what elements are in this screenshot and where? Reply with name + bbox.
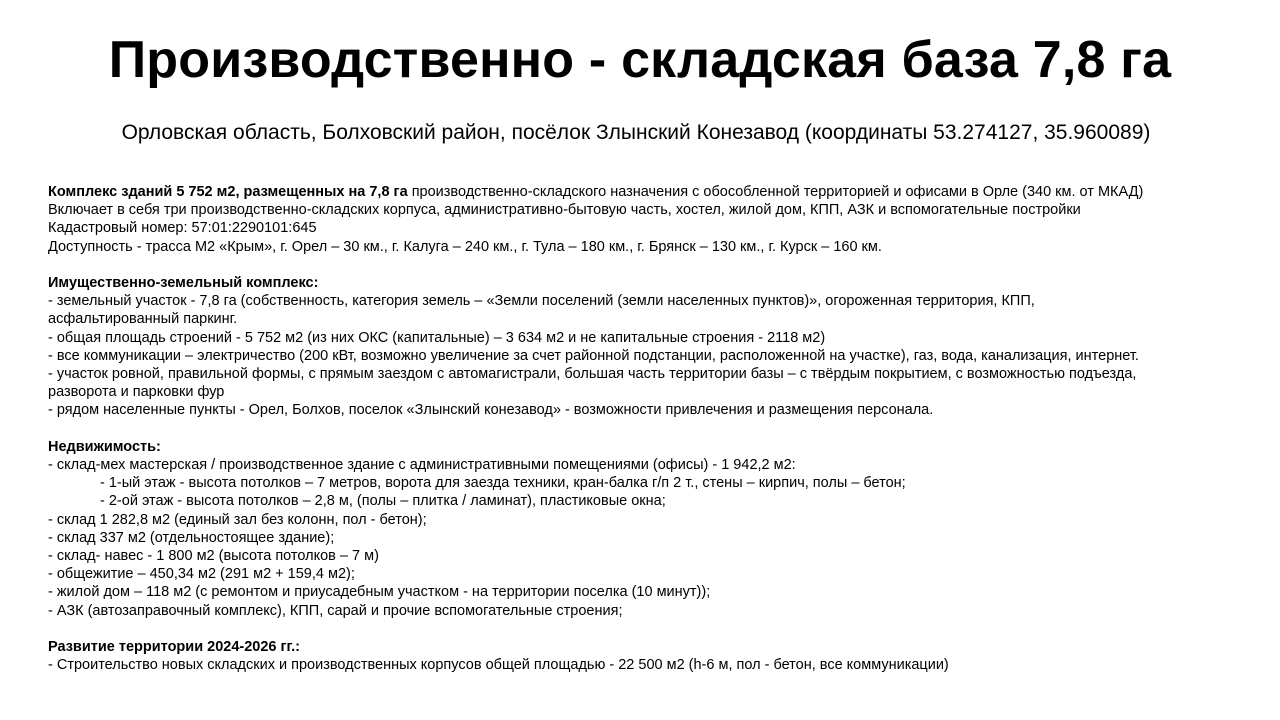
realty-subline: - 1-ый этаж - высота потолков – 7 метров, ворота для заезда техники, кран-балка г/п 2 т., стены – кирпич, полы – бетон;	[100, 475, 906, 492]
land-line: - все коммуникации – электричество (200 кВт, возможно увеличение за счет районной подстанции, расположенной на участке), газ, вода, канализация, интернет.	[48, 347, 1139, 364]
intro-line	[48, 183, 1268, 201]
intro-includes: Включает в себя три производственно-складских корпуса, административно-бытовую часть, хостел, жилой дом, КПП, АЗК и вспомогательные постройки	[48, 202, 1081, 219]
realty-subline: - 2-ой этаж - высота потолков – 2,8 м, (полы – плитка / ламинат), пластиковые окна;	[100, 493, 666, 510]
land-line: разворота и парковки фур	[48, 384, 225, 401]
location-subtitle: Орловская область, Болховский район, посёлок Злынский Конезавод (координаты 53.274127, 35.960089)	[121, 121, 1151, 144]
realty-line: - склад- навес - 1 800 м2 (высота потолков – 7 м)	[48, 548, 379, 565]
spacer	[48, 620, 1268, 638]
section-heading-realty: Недвижимость:	[48, 438, 161, 455]
section-heading-land: Имущественно-земельный комплекс:	[48, 275, 319, 291]
spacer	[48, 256, 1268, 274]
intro-cadastral: Кадастровый номер: 57:01:2290101:645	[48, 220, 317, 237]
land-line: - общая площадь строений - 5 752 м2 (из них ОКС (капитальные) – 3 634 м2 и не капитальные строения - 2118 м2)	[48, 329, 826, 346]
realty-line: - склад-мех мастерская / производственное здание с административными помещениями (офисы) - 1 942,2 м2:	[48, 457, 796, 474]
realty-line: - общежитие – 450,34 м2 (291 м2 + 159,4 м2);	[48, 566, 355, 583]
land-line: - участок ровной, правильной формы, с прямым заездом с автомагистрали, большая часть территории базы – с твёрдым покрытием, с возможностью подъезда,	[48, 366, 1137, 383]
intro-rest-text: производственно-складского назначения с обособленной территорией и офисами в Орле (340 км. от МКАД)	[407, 184, 1144, 200]
land-line: асфальтированный паркинг.	[48, 311, 238, 328]
development-line: - Строительство новых складских и производственных корпусов общей площадью - 22 500 м2 (h-6 м, пол - бетон, все коммуникации)	[48, 657, 949, 674]
intro-access: Доступность - трасса М2 «Крым», г. Орел – 30 км., г. Калуга – 240 км., г. Тула – 180 км., г. Брянск – 130 км., г. Курск – 160 км.	[48, 238, 882, 255]
realty-line: - склад 1 282,8 м2 (единый зал без колонн, пол - бетон);	[48, 511, 427, 528]
land-line: - рядом населенные пункты - Орел, Болхов, поселок «Злынский конезавод» - возможности привлечения и размещения персонала.	[48, 402, 934, 419]
realty-line: - жилой дом – 118 м2 (с ремонтом и приусадебным участком - на территории поселка (10 минут));	[48, 584, 711, 601]
page-title: Производственно - складская база 7,8 га	[108, 31, 1172, 89]
land-line: - земельный участок - 7,8 га (собственность, категория земель – «Земли поселений (земли населенных пунктов)», огороженная территория, КПП,	[48, 293, 1035, 310]
spacer	[48, 420, 1268, 438]
section-heading-development: Развитие территории 2024-2026 гг.:	[48, 639, 300, 656]
realty-line: - АЗК (автозаправочный комплекс), КПП, сарай и прочие вспомогательные строения;	[48, 602, 623, 619]
description-body	[48, 183, 1268, 674]
realty-line: - склад 337 м2 (отдельностоящее здание);	[48, 529, 335, 546]
intro-bold-text: Комплекс зданий 5 752 м2, размещенных на 7,8 га	[48, 184, 408, 200]
